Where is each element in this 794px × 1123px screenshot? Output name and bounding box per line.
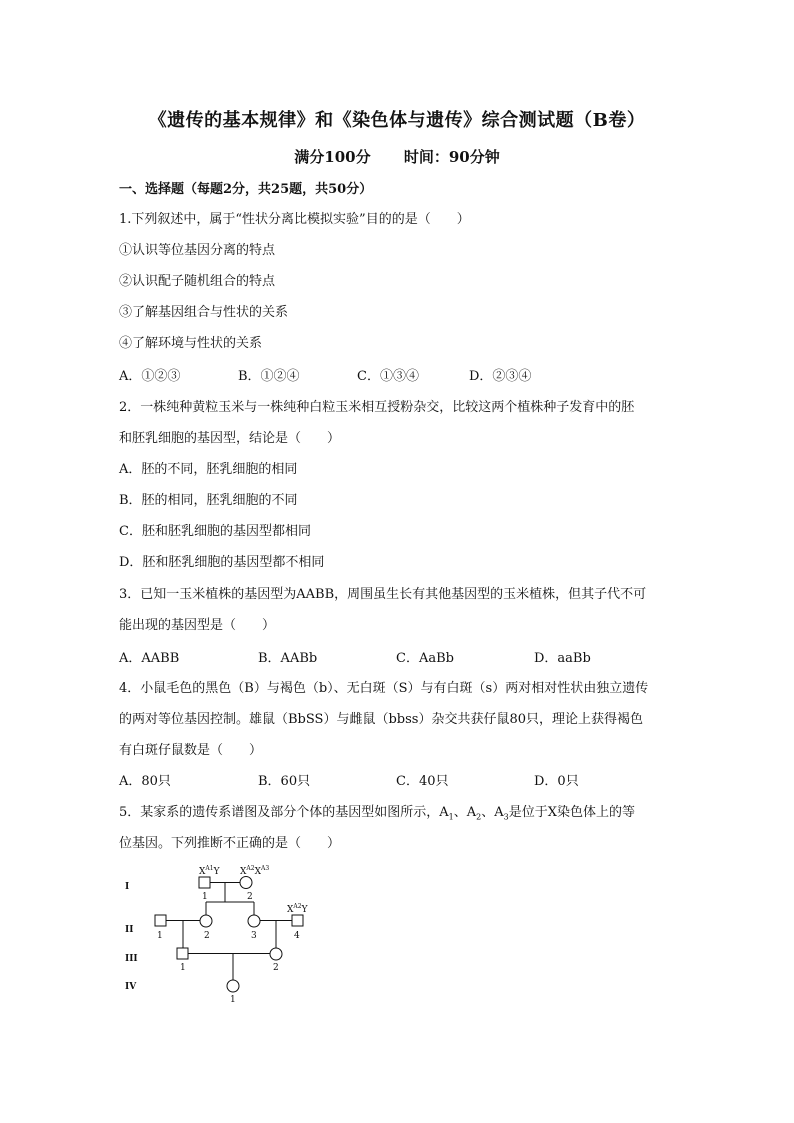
stem-text: 、A xyxy=(453,805,477,820)
stem-text: 、A xyxy=(481,805,504,820)
subscript: 1 xyxy=(448,812,454,822)
female-iv1 xyxy=(227,980,239,992)
male-ii1 xyxy=(155,915,166,926)
question-4-stem: 的两对等位基因控制。雄鼠（BbSS）与雌鼠（bbss）杂交共获仔鼠80只，理论上获得褐色 xyxy=(119,712,643,727)
option-d: D．②③④ xyxy=(469,369,532,384)
exam-time: 时间：90分钟 xyxy=(403,148,500,166)
option-b: B．60只 xyxy=(258,774,311,789)
question-1-stem: 1.下列叙述中，属于“性状分离比模拟实验”目的的是（ ） xyxy=(119,212,470,227)
genotype-i1: $X^{A1}Y$ xyxy=(199,865,220,877)
label-iii2: 2 xyxy=(273,963,279,973)
generation-label-iii: III xyxy=(125,954,138,964)
question-5-stem xyxy=(119,801,635,822)
label-ii4: 4 xyxy=(294,931,300,941)
option-a: A．①②③ xyxy=(119,369,181,384)
question-1-item: ①认识等位基因分离的特点 xyxy=(119,243,276,258)
label-ii1: 1 xyxy=(157,931,163,941)
question-1-item: ④了解环境与性状的关系 xyxy=(119,336,263,351)
question-1-item: ③了解基因组合与性状的关系 xyxy=(119,305,289,320)
generation-label-iv: IV xyxy=(125,982,137,992)
male-iii1 xyxy=(177,948,188,959)
option-b: B．AABb xyxy=(258,651,318,666)
question-3-stem: 能出现的基因型是（ ） xyxy=(119,618,276,633)
label-i2: 2 xyxy=(247,892,253,902)
option-a: A．AABB xyxy=(119,651,180,666)
option-a: A．80只 xyxy=(119,774,171,789)
question-2-option-c: C．胚和胚乳细胞的基因型都相同 xyxy=(119,524,311,539)
pedigree-diagram xyxy=(119,862,349,1012)
female-ii2 xyxy=(200,915,212,927)
question-2-option-d: D．胚和胚乳细胞的基因型都不相同 xyxy=(119,555,325,570)
question-2-stem: 和胚乳细胞的基因型，结论是（ ） xyxy=(119,431,341,446)
label-iv1: 1 xyxy=(230,995,236,1005)
section-heading: 一、选择题（每题2分，共25题，共50分） xyxy=(119,182,373,197)
question-4-stem: 有白斑仔鼠数是（ ） xyxy=(119,743,263,758)
option-c: C．AaBb xyxy=(396,651,454,666)
page-title: 《遗传的基本规律》和《染色体与遗传》综合测试题（B卷） xyxy=(148,110,646,131)
question-2-option-b: B．胚的相同，胚乳细胞的不同 xyxy=(119,493,298,508)
generation-label-i: I xyxy=(125,882,130,892)
question-2-stem: 2．一株纯种黄粒玉米与一株纯种白粒玉米相互授粉杂交，比较这两个植株种子发育中的胚 xyxy=(119,400,635,415)
option-c: C．①③④ xyxy=(357,369,419,384)
genotype-i2: $X^{A2}X^{A3}$ xyxy=(240,865,270,877)
stem-text: 是位于X染色体上的等 xyxy=(508,805,635,820)
genotype-ii4: $X^{A2}Y$ xyxy=(287,903,308,915)
generation-label-ii: II xyxy=(125,925,134,935)
question-4-stem: 4．小鼠毛色的黑色（B）与褐色（b）、无白斑（S）与有白斑（s）两对相对性状由独立遗传 xyxy=(119,681,649,696)
subscript: 2 xyxy=(476,812,482,822)
male-i1 xyxy=(199,877,210,888)
female-ii3 xyxy=(248,915,260,927)
label-iii1: 1 xyxy=(180,963,186,973)
question-2-option-a: A．胚的不同，胚乳细胞的相同 xyxy=(119,462,298,477)
exam-meta xyxy=(0,146,794,167)
label-i1: 1 xyxy=(202,892,208,902)
male-ii4 xyxy=(292,915,303,926)
question-5-stem: 位基因。下列推断不正确的是（ ） xyxy=(119,836,341,851)
option-c: C．40只 xyxy=(396,774,449,789)
question-1-item: ②认识配子随机组合的特点 xyxy=(119,274,276,289)
full-score: 满分100分 xyxy=(294,148,371,166)
option-b: B．①②④ xyxy=(238,369,300,384)
female-i2 xyxy=(240,877,252,889)
subscript: 3 xyxy=(503,812,509,822)
question-3-stem: 3．已知一玉米植株的基因型为AABB，周围虽生长有其他基因型的玉米植株，但其子代不可 xyxy=(119,587,647,602)
stem-text: 5．某家系的遗传系谱图及部分个体的基因型如图所示，A xyxy=(119,805,449,820)
label-ii3: 3 xyxy=(251,931,257,941)
female-iii2 xyxy=(270,948,282,960)
option-d: D．aaBb xyxy=(534,651,591,666)
option-d: D．0只 xyxy=(534,774,579,789)
label-ii2: 2 xyxy=(204,931,210,941)
